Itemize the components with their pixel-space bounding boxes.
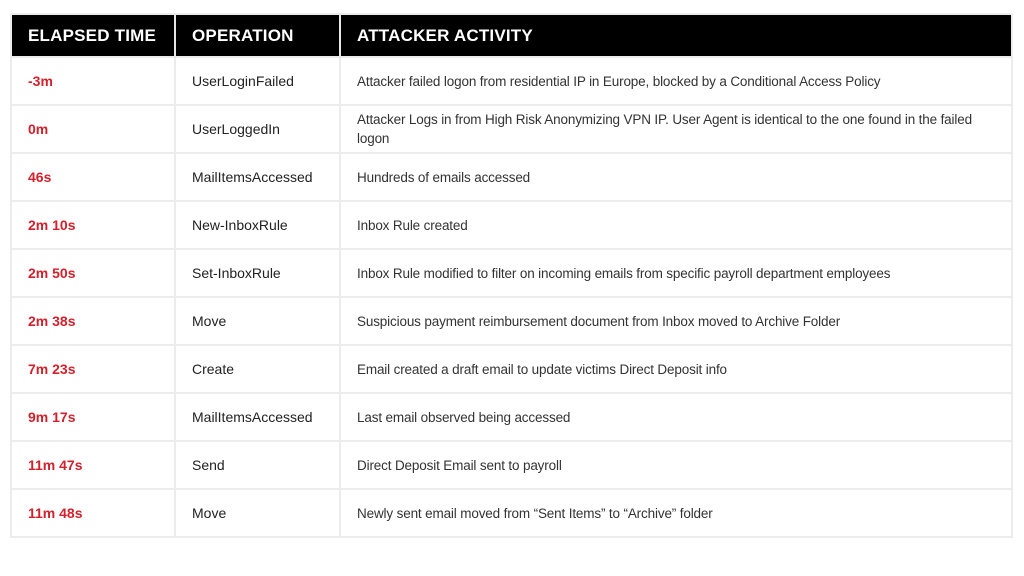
operation-cell: MailItemsAccessed: [175, 153, 340, 201]
timeline-table-container: [10, 13, 1013, 538]
table-row: [11, 201, 1012, 249]
operation-cell: Move: [175, 489, 340, 537]
activity-cell: Attacker failed logon from residential IP in Europe, blocked by a Conditional Access Policy: [340, 57, 1012, 105]
operation-cell: Move: [175, 297, 340, 345]
table-row: [11, 153, 1012, 201]
activity-cell: Last email observed being accessed: [340, 393, 1012, 441]
activity-cell: Direct Deposit Email sent to payroll: [340, 441, 1012, 489]
table-header: [11, 14, 1012, 57]
table-row: [11, 105, 1012, 153]
table-row: [11, 393, 1012, 441]
table-row: [11, 489, 1012, 537]
header-row: [11, 14, 1012, 57]
elapsed-time-cell: 9m 17s: [11, 393, 175, 441]
activity-cell: Email created a draft email to update victims Direct Deposit info: [340, 345, 1012, 393]
header-operation: OPERATION: [175, 14, 340, 57]
header-elapsed-time: ELAPSED TIME: [11, 14, 175, 57]
elapsed-time-cell: 2m 10s: [11, 201, 175, 249]
operation-cell: Send: [175, 441, 340, 489]
operation-cell: Set-InboxRule: [175, 249, 340, 297]
table-row: [11, 345, 1012, 393]
operation-cell: UserLoggedIn: [175, 105, 340, 153]
table-row: [11, 441, 1012, 489]
activity-cell: Newly sent email moved from “Sent Items” to “Archive” folder: [340, 489, 1012, 537]
attacker-timeline-table: [10, 13, 1013, 538]
table-row: [11, 249, 1012, 297]
operation-cell: MailItemsAccessed: [175, 393, 340, 441]
elapsed-time-cell: 2m 38s: [11, 297, 175, 345]
elapsed-time-cell: 11m 47s: [11, 441, 175, 489]
elapsed-time-cell: 7m 23s: [11, 345, 175, 393]
elapsed-time-cell: 0m: [11, 105, 175, 153]
operation-cell: Create: [175, 345, 340, 393]
table-row: [11, 57, 1012, 105]
activity-cell: Inbox Rule modified to filter on incoming emails from specific payroll department employees: [340, 249, 1012, 297]
header-attacker-activity: ATTACKER ACTIVITY: [340, 14, 1012, 57]
operation-cell: UserLoginFailed: [175, 57, 340, 105]
activity-cell: Inbox Rule created: [340, 201, 1012, 249]
table-row: [11, 297, 1012, 345]
activity-cell: Attacker Logs in from High Risk Anonymizing VPN IP. User Agent is identical to the one found in the failed logon: [340, 105, 1012, 153]
table-body: [11, 57, 1012, 537]
elapsed-time-cell: -3m: [11, 57, 175, 105]
elapsed-time-cell: 11m 48s: [11, 489, 175, 537]
operation-cell: New-InboxRule: [175, 201, 340, 249]
elapsed-time-cell: 46s: [11, 153, 175, 201]
elapsed-time-cell: 2m 50s: [11, 249, 175, 297]
activity-cell: Suspicious payment reimbursement document from Inbox moved to Archive Folder: [340, 297, 1012, 345]
activity-cell: Hundreds of emails accessed: [340, 153, 1012, 201]
